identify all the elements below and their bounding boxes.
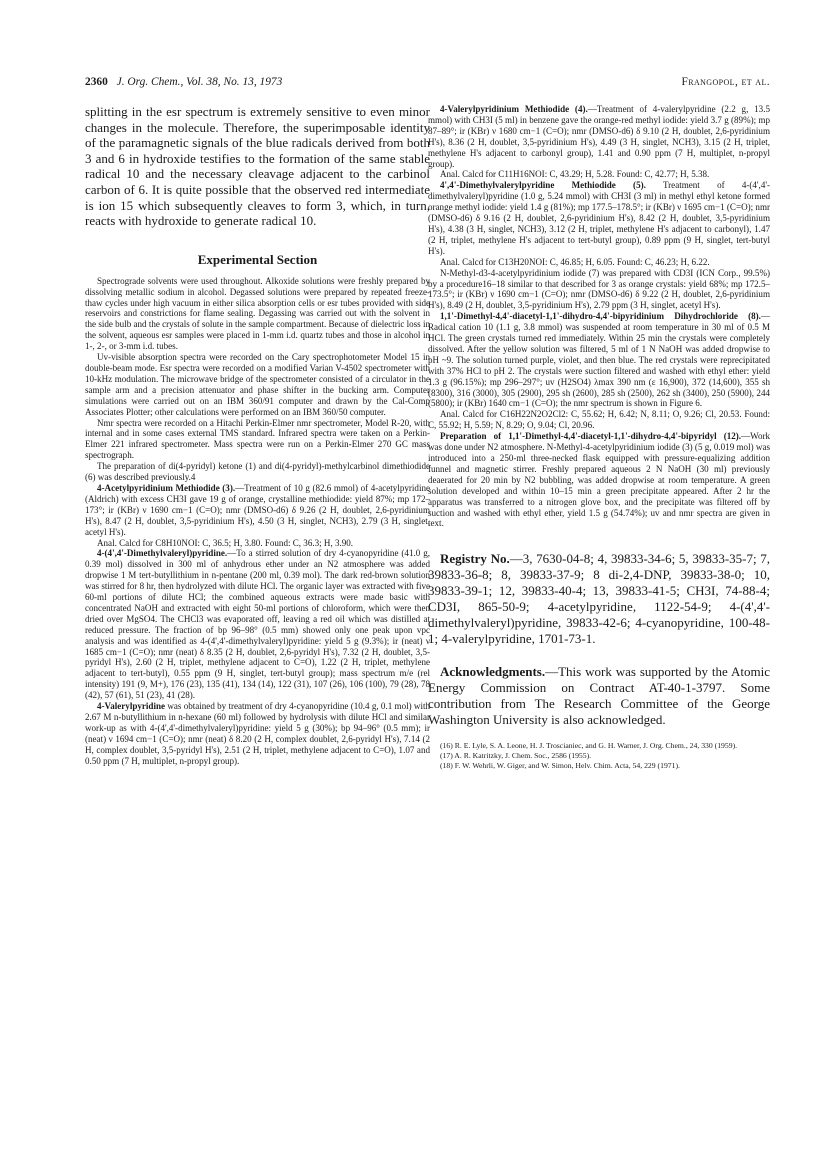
header-left xyxy=(85,76,282,88)
intro-paragraph: splitting in the esr spectrum is extremely sensitive to even minor changes in the molecule. Therefore, the superimposable identity of the paramagnetic signals of the blue radicals derived from both 3 and 6 in hydroxide testifies to the formation of the same stable radical 10 and the necessary cleavage adjacent to the carbinol carbon of 6. It is quite possible that the observed red intermediate is ion 15 which subsequently cleaves to form 3, which, in turn, reacts with hydroxide to generate radical 10. xyxy=(85,104,430,229)
paragraph-acetylpyridinium xyxy=(85,483,430,538)
paragraph-body: —Treatment of 10 g (82.6 mmol) of 4-acetylpyridine (Aldrich) with excess CH3I gave 19 g of orange, crystalline methiodide: yield 87%; mp 172–173°; ir (KBr) ν 1690 cm−1 (C=O); nmr (DMSO-d6) δ 9.26 (2 H, doublet, 2,6-pyridinium H's), 8.47 (2 H, doublet, 3,5-pyridinium H's), 4.50 (3 H, singlet, NCH3), 2.79 (3 H, singlet, acetyl H's). xyxy=(85,482,430,537)
registry-body: —3, 7630-04-8; 4, 39833-34-6; 5, 39833-35-7; 7, 39833-36-8; 8, 39833-37-9; 8 di-2,4-DNP, 39833-38-0; 10, 39833-39-1; 12, 39833-40-4; 13, 39833-41-5; CH3I, 74-88-4; CD3I, 865-50-9; 4-acetylpyridine, 1122-54-9; 4-(4',4'-dimethylvaleryl)pyridine, 39833-42-6; 4-cyanopyridine, 100-48-1; 4-valerylpyridine, 1701-73-1. xyxy=(428,551,770,646)
run-in-title: 1,1'-Dimethyl-4,4'-diacetyl-1,1'-dihydro-4,4'-bipyridinium Dihydrochloride (8). xyxy=(440,311,761,322)
running-author: Frangopol, et al. xyxy=(681,76,770,88)
run-in-title: 4-Valerylpyridinium Methiodide (4). xyxy=(440,104,588,114)
paragraph-body: was obtained by treatment of dry 4-cyanopyridine (10.4 g, 0.1 mol) with 2.67 M n-butyllithium in n-hexane (60 ml) followed by hydrolysis with dilute HCl and similar work-up as with 4-(4',4'-dimethylvaleryl)pyridine: yield 5 g (30%); bp 94–96° (0.5 mm); ir (neat) ν 1694 cm−1 (C=O); nmr (neat) δ 8.20 (2 H, complex doublet, 2,6-pyridyl H's), 7.14 (2 H, complex doublet, 3,5-pyridyl H's), 2.51 (2 H, triplet, methylene adjacent to C=O), 1.07 and 0.50 ppm (7 H, multiplet, n-propyl group). xyxy=(85,701,430,766)
paragraph-nmr: Nmr spectra were recorded on a Hitachi Perkin-Elmer nmr spectrometer, Model R-20, with internal and in some cases external TMS standard. Infrared spectra were taken on a Perkin-Elmer 221 infrared spectrometer. Mass spectra were run on a Perkin-Elmer 270 GC mass spectrograph. xyxy=(85,417,430,461)
paragraph-bipyridyl xyxy=(428,431,770,529)
paragraph-body: —To a stirred solution of dry 4-cyanopyridine (41.0 g, 0.39 mol) dissolved in 300 ml of anhydrous ether under an N2 atmosphere was added dropwise 1 M tert-butyllithium in n-pentane (200 ml, 0.39 mol). The dark red-brown solution was stirred for 8 hr, then hydrolyzed with dilute HCl. The organic layer was extracted with five 60-ml portions of dilute HCl; the combined aqueous extracts were made basic with concentrated NaOH and extracted with eight 50-ml portions of chloroform, which were then dried over MgSO4. The CHCl3 was evaporated off, leaving a red oil which was distilled at reduced pressure. The fraction of bp 96–98° (0.5 mm) showed only one peak upon vpc analysis and was identified as 4-(4',4'-dimethylvaleryl)pyridine: yield 5 g (9.3%); ir (neat) ν 1685 cm−1 (C=O); nmr (neat) δ 8.35 (2 H, doublet, 2,6-pyridyl H's), 7.32 (2 H, doublet, 3,5-pyridyl H's), 2.60 (2 H, triplet, methylene adjacent to C=O), 1.22 (2 H, triplet, methylene adjacent to tert-butyl), 0.55 ppm (9 H, singlet, tert-butyl group); mass spectrum m/e (rel intensity) 191 (9, M+), 176 (23), 135 (41), 134 (14), 122 (31), 107 (26), 106 (100), 79 (28), 78 (42), 57 (61), 51 (23), 41 (28). xyxy=(85,548,430,701)
paragraph-dimethylvaleryl xyxy=(85,548,430,701)
page-number: 2360 xyxy=(85,76,108,88)
paragraph-spectra: Uv-visible absorption spectra were recorded on the Cary spectrophotometer Model 15 in double-beam mode. Esr spectra were recorded on a modified Varian V-4502 spectrometer with 10-kHz modulation. The microwave bridge of the spectrometer consisted of a circulator in the sample arm and a precision attenuator and phase shifter in the bucking arm. Computer simulations were carried out on an IBM 360/91 computer and drawn by the Cal-Comp Associates Plotter; other calculations were performed on an IBM 360/50 computer. xyxy=(85,352,430,417)
paragraph-body: —Work was done under N2 atmosphere. N-Methyl-4-acetylpyridinium iodide (3) (5 g, 0.019 mol) was introduced into a 250-ml three-necked flask equipped with pressure-equalizing addition funnel and magnetic stirrer. Freshly prepared aqueous 2 N NaOH (30 ml) previously deaerated for 20 min by N2 bubbling, was added dropwise at room temperature. A green solution developed and within 10–15 min a green precipitate appeared. After 2 hr the apparatus was transferred to a nitrogen glove box, and the precipitate was filtered off by suction and washed with ethyl ether, yield 1.5 g (54.74%); uv and nmr spectra are given in text. xyxy=(428,431,770,529)
registry-title: Registry No. xyxy=(440,551,510,567)
run-in-title: 4-Acetylpyridinium Methiodide (3). xyxy=(97,482,236,493)
paragraph-solvents: Spectrograde solvents were used throughout. Alkoxide solutions were freshly prepared by dissolving metallic sodium in alcohol. Degassed solutions were prepared by repeated freeze-thaw cycles under high vacuum in either silica absorption cells or esr tubes provided with side reservoirs and constrictions for flame sealing. Degassing was carried out with the solvent in the side bulb and the crystals of solute in the sample compartment. Because of dielectric loss in the solvent, aqueous esr samples were placed in 1-mm i.d. quartz tubes and those in alcohol in 1-, 2-, or 3-mm i.d. tubes. xyxy=(85,275,430,352)
acknowledgments xyxy=(428,664,770,728)
paragraph-analysis: Anal. Calcd for C16H22N2O2Cl2: C, 55.62; H, 6.42; N, 8.11; O, 9.26; Cl, 20.53. Found: C, 55.92; H, 5.59; N, 8.29; O, 9.04; Cl, 20.96. xyxy=(428,409,770,431)
paragraph-body: Treatment of 4-(4',4'-dimethylvaleryl)pyridine (1.0 g, 5.24 mmol) with CH3I (3 ml) in methyl ethyl ketone formed orange methyl iodide: yield 1.4 g (81%); mp 177.5–178.5°; ir (KBr) ν 1695 cm−1 (C=O); nmr (DMSO-d6) δ 9.16 (2 H, doublet, 2,6-pyridinium H's), 8.42 (2 H, doublet, 3,5-pyridinium H's), 4.38 (3 H, singlet, NCH3), 3.12 (2 H, triplet, methylene H's adjacent to carbonyl), 1.47 (2 H, triplet, methylene H's adjacent to tert-butyl group), 0.89 ppm (9 H, singlet, tert-butyl H's). xyxy=(428,180,770,256)
paragraph-valerylpyridinium xyxy=(428,104,770,169)
paragraph-bipyridinium xyxy=(428,311,770,409)
acknowledgments-title: Acknowledgments. xyxy=(440,663,546,679)
page-header xyxy=(85,76,770,92)
paragraph-body: —Radical cation 10 (1.1 g, 3.8 mmol) was suspended at room temperature in 30 ml of 0.5 M HCl. The green crystals turned red immediately. Within 25 min the crystals were completely dissolved. After the yellow solution was filtered, 5 ml of 1 N NaOH was added dropwise to pH ~9. The solution turned purple, violet, and then blue. The red crystals were reprecipitated with 37% HCl to pH 2. The crystals were suction filtered and washed with ethyl ether: yield 1.3 g (96.15%); mp 296–297°; uv (H2SO4) λmax 390 nm (ε 16,900), 372 (14,600), 355 sh (8300), 316 (3000), 305 (2900), 295 sh (2600), 285 sh (2500), 262 sh (3400), 250 (5900), 244 (5800); ir (KBr) 1640 cm−1 (C=O); the nmr spectrum is shown in Figure 6. xyxy=(428,311,770,409)
paragraph-preparation: The preparation of di(4-pyridyl) ketone (1) and di(4-pyridyl)-methylcarbinol dimethiodide (6) was described previously.4 xyxy=(85,461,430,483)
paragraph-analysis: Anal. Calcd for C11H16NOI: C, 43.29; H, 5.28. Found: C, 42.77; H, 5.38. xyxy=(440,169,710,180)
acknowledgments-body: —This work was supported by the Atomic Energy Commission on Contract AT-40-1-3797. Some contribution from The Research Committee of the George Washington University is also acknowledged. xyxy=(428,663,770,727)
run-in-title: 4-Valerylpyridine xyxy=(97,701,166,712)
section-heading: Experimental Section xyxy=(197,251,318,267)
paragraph-analysis: Anal. Calcd for C8H10NOI: C, 36.5; H, 3.80. Found: C, 36.3; H, 3.90. xyxy=(97,537,354,548)
paragraph-dimethylvaleryl-methiodide xyxy=(428,180,770,256)
journal-citation: J. Org. Chem., Vol. 38, No. 13, 1973 xyxy=(116,76,283,88)
reference-item: (16) R. E. Lyle, S. A. Leone, H. J. Troscianiec, and G. H. Warner, J. Org. Chem., 24, 330 (1959). xyxy=(440,741,738,751)
run-in-title: Preparation of 1,1'-Dimethyl-4,4'-diacetyl-1,1'-dihydro-4,4'-bipyridyl (12). xyxy=(440,431,742,442)
paragraph-methyl-d3: N-Methyl-d3-4-acetylpyridinium iodide (7) was prepared with CD3I (ICN Corp., 99.5%) by a procedure16–18 similar to that described for 3 as orange crystals: yield 68%; mp 172.5–173.5°; ir (KBr) ν 1690 cm−1 (C=O); nmr (DMSO-d6) δ 9.22 (2 H, doublet, 2,6-pyridinium H's), 8.49 (2 H, doublet, 3,5-pyridinium H's), 2.79 ppm (3 H, singlet, acetyl H's). xyxy=(428,267,770,311)
reference-item: (17) A. R. Katritzky, J. Chem. Soc., 2586 (1955). xyxy=(440,751,592,761)
right-column xyxy=(428,104,770,771)
footnote-references xyxy=(428,741,770,771)
paragraph-body: —Treatment of 4-valerylpyridine (2.2 g, 13.5 mmol) with CH3I (5 ml) in benzene gave the orange-red methyl iodide: yield 3.7 g (89%); mp 87–89°; ir (KBr) ν 1680 cm−1 (C=O); nmr (DMSO-d6) δ 9.10 (2 H, doublet, 2,6-pyridinium H's), 8.36 (2 H, doublet, 3,5-pyridinium H's), 4.49 (3 H, singlet, NCH3), 3.15 (2 H, triplet, methylene H's adjacent to carbonyl group), 1.41 and 0.90 ppm (7 H, multiplet, n-propyl group). xyxy=(428,104,770,169)
paragraph-analysis: Anal. Calcd for C13H20NOI: C, 46.85; H, 6.05. Found: C, 46.23; H, 6.22. xyxy=(440,256,710,267)
run-in-title: 4-(4',4'-Dimethylvaleryl)pyridine. xyxy=(97,548,228,559)
registry-numbers xyxy=(428,551,770,646)
left-column xyxy=(85,104,430,767)
run-in-title: 4',4'-Dimethylvalerylpyridine Methiodide (5). xyxy=(440,180,646,191)
paragraph-valerylpyridine xyxy=(85,701,430,766)
reference-item: (18) F. W. Wehrli, W. Giger, and W. Simon, Helv. Chim. Acta, 54, 229 (1971). xyxy=(440,761,680,771)
